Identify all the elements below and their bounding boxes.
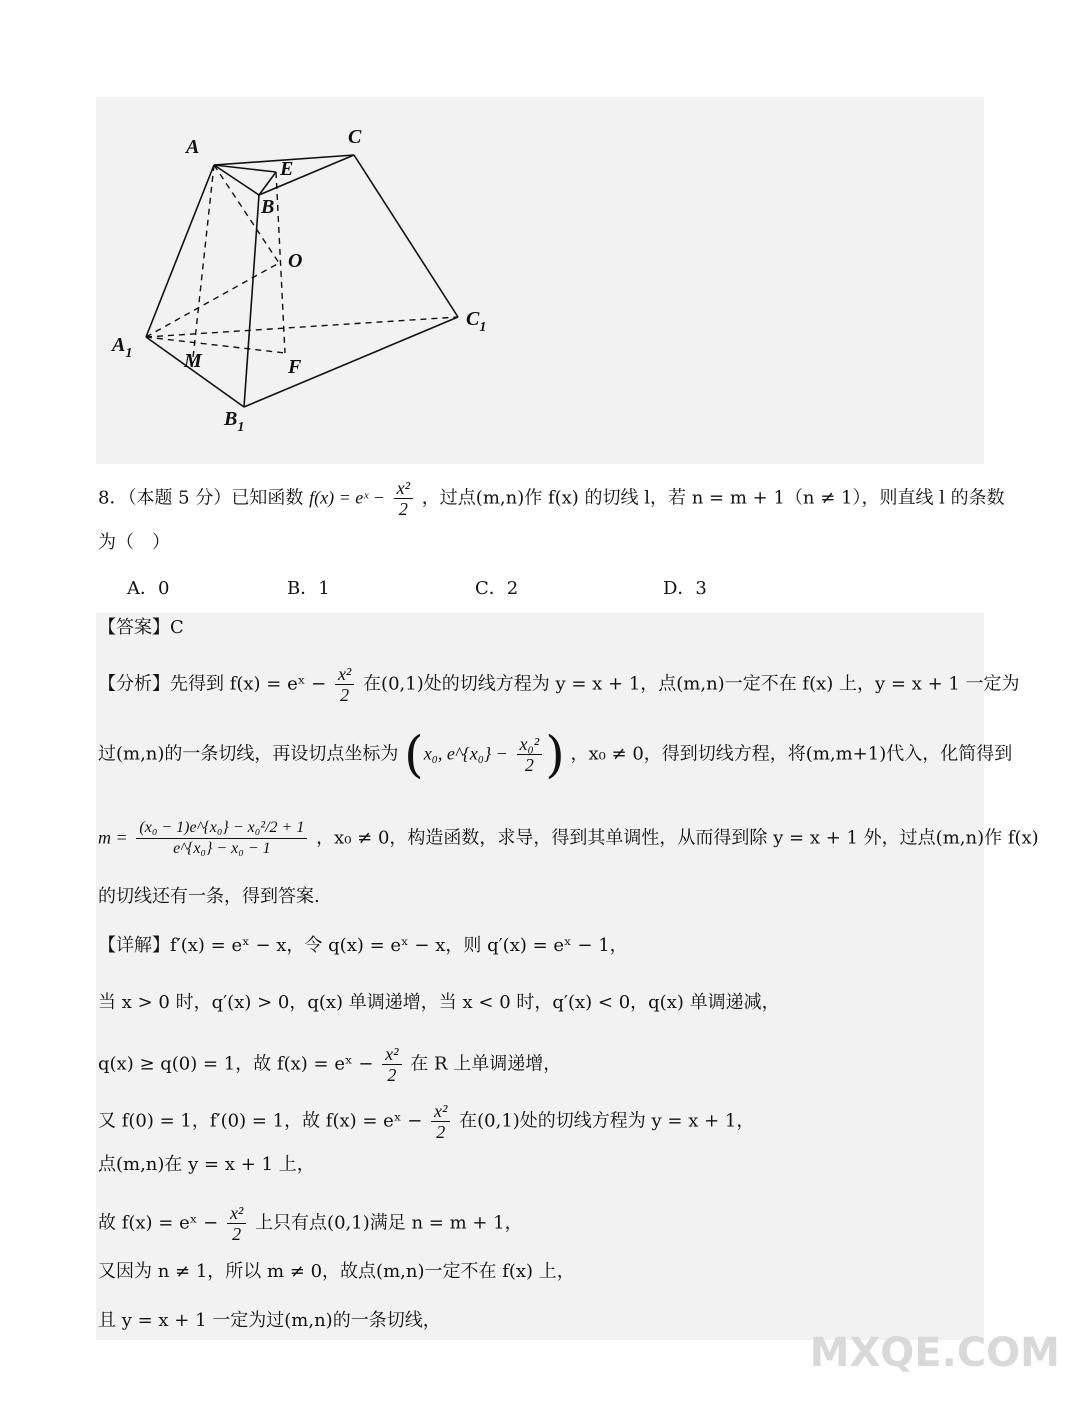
label-B: B [261,196,275,218]
detail-line-3 [98,1044,561,1085]
label-B1: $B_1$ [224,408,245,435]
analysis-1a: 【分析】先得到 f(x) = eˣ − [98,673,327,695]
detail-6b: 上只有点(0,1)满足 n = m + 1， [255,1212,523,1234]
detail-line-2: 当 x > 0 时，q′(x) > 0，q(x) 单调递增，当 x < 0 时，q′(x) < 0，q(x) 单调递减， [98,992,780,1013]
question-frac-num: x² [394,478,413,499]
analysis-1-fraction [335,664,354,705]
label-E: E [280,158,294,180]
analysis-2a: 过(m,n)的一条切线，再设切点坐标为 [98,743,399,765]
label-O: O [288,250,303,272]
detail-line-1: 【详解】f′(x) = eˣ − x，令 q(x) = eˣ − x，则 q′(x) = eˣ − 1， [98,935,628,956]
detail-6-frac-num: x² [227,1203,246,1224]
question-fraction [394,478,413,519]
analysis-1-frac-num: x² [335,664,354,685]
label-C1: $C_1$ [466,308,487,335]
analysis-3-fraction [136,818,307,859]
analysis-1-frac-den: 2 [340,685,350,705]
question-prefix: 8．（本题 5 分）已知函数 [98,487,304,509]
analysis-2-frac-num: x₀² [517,734,543,755]
detail-line-6 [98,1203,523,1244]
detail-line-8: 且 y = x + 1 一定为过(m,n)的一条切线， [98,1310,441,1331]
detail-6-frac-den: 2 [232,1224,242,1244]
detail-4-fraction [431,1101,450,1142]
watermark-logo: MXQE.COM [809,1330,1060,1376]
detail-4-frac-den: 2 [436,1122,446,1142]
label-A1: $A_1$ [112,334,133,361]
detail-6-fraction [227,1203,246,1244]
analysis-line-3 [98,818,1039,859]
detail-line-7: 又因为 n ≠ 1，所以 m ≠ 0，故点(m,n)一定不在 f(x) 上， [98,1261,575,1282]
analysis-2-point: x₀, e^{x₀} − [423,743,508,764]
detail-6a: 故 f(x) = eˣ − [98,1212,219,1234]
detail-4b: 在(0,1)处的切线方程为 y = x + 1， [459,1110,755,1132]
option-a: A．0 [127,578,170,599]
analysis-3b: ，x₀ ≠ 0，构造函数，求导，得到其单调性，从而得到除 y = x + 1 外，过点(m,n)作 f(x) [316,827,1039,849]
detail-3b: 在 R 上单调递增， [410,1053,562,1075]
analysis-2-fraction [517,734,543,775]
label-A: A [186,136,200,158]
geometry-figure [96,97,984,464]
left-paren: ( [404,725,424,784]
label-F: F [288,356,302,378]
prism-diagram [96,97,984,464]
label-C: C [348,126,362,148]
detail-4a: 又 f(0) = 1，f′(0) = 1，故 f(x) = eˣ − [98,1110,423,1132]
question-text: ，过点(m,n)作 f(x) 的切线 l，若 n = m + 1（n ≠ 1），则直线 l 的条数 [421,487,1005,509]
option-b: B．1 [287,578,330,599]
label-M: M [184,350,202,372]
option-c: C．2 [475,578,519,599]
detail-line-4 [98,1101,754,1142]
question-frac-den: 2 [398,499,408,519]
question-function: f(x) = eˣ − [309,487,385,508]
analysis-line-4: 的切线还有一条，得到答案. [98,886,320,907]
analysis-3-m: m = [98,827,128,848]
right-paren: ) [545,725,565,784]
answer-line: 【答案】C [98,617,184,638]
analysis-2-frac-den: 2 [524,755,534,775]
detail-3-fraction [382,1044,401,1085]
analysis-3-frac-den: e^{x₀} − x₀ − 1 [173,840,271,857]
detail-3-frac-den: 2 [387,1065,397,1085]
question-line-1 [98,478,1005,519]
detail-4-frac-num: x² [431,1101,450,1122]
option-d: D．3 [663,578,707,599]
analysis-line-2 [98,725,1013,784]
detail-3a: q(x) ≥ q(0) = 1，故 f(x) = eˣ − [98,1053,374,1075]
detail-3-frac-num: x² [382,1044,401,1065]
analysis-1b: 在(0,1)处的切线方程为 y = x + 1，点(m,n)一定不在 f(x) 上，y = x + 1 一定为 [363,673,1020,695]
detail-line-5: 点(m,n)在 y = x + 1 上， [98,1154,315,1175]
analysis-2b: ，x₀ ≠ 0，得到切线方程，将(m,m+1)代入，化简得到 [570,743,1013,765]
question-line-2: 为（ ） [98,532,170,553]
analysis-line-1 [98,664,1020,705]
analysis-3-frac-num: (x₀ − 1)e^{x₀} − x₀²/2 + 1 [136,818,307,839]
